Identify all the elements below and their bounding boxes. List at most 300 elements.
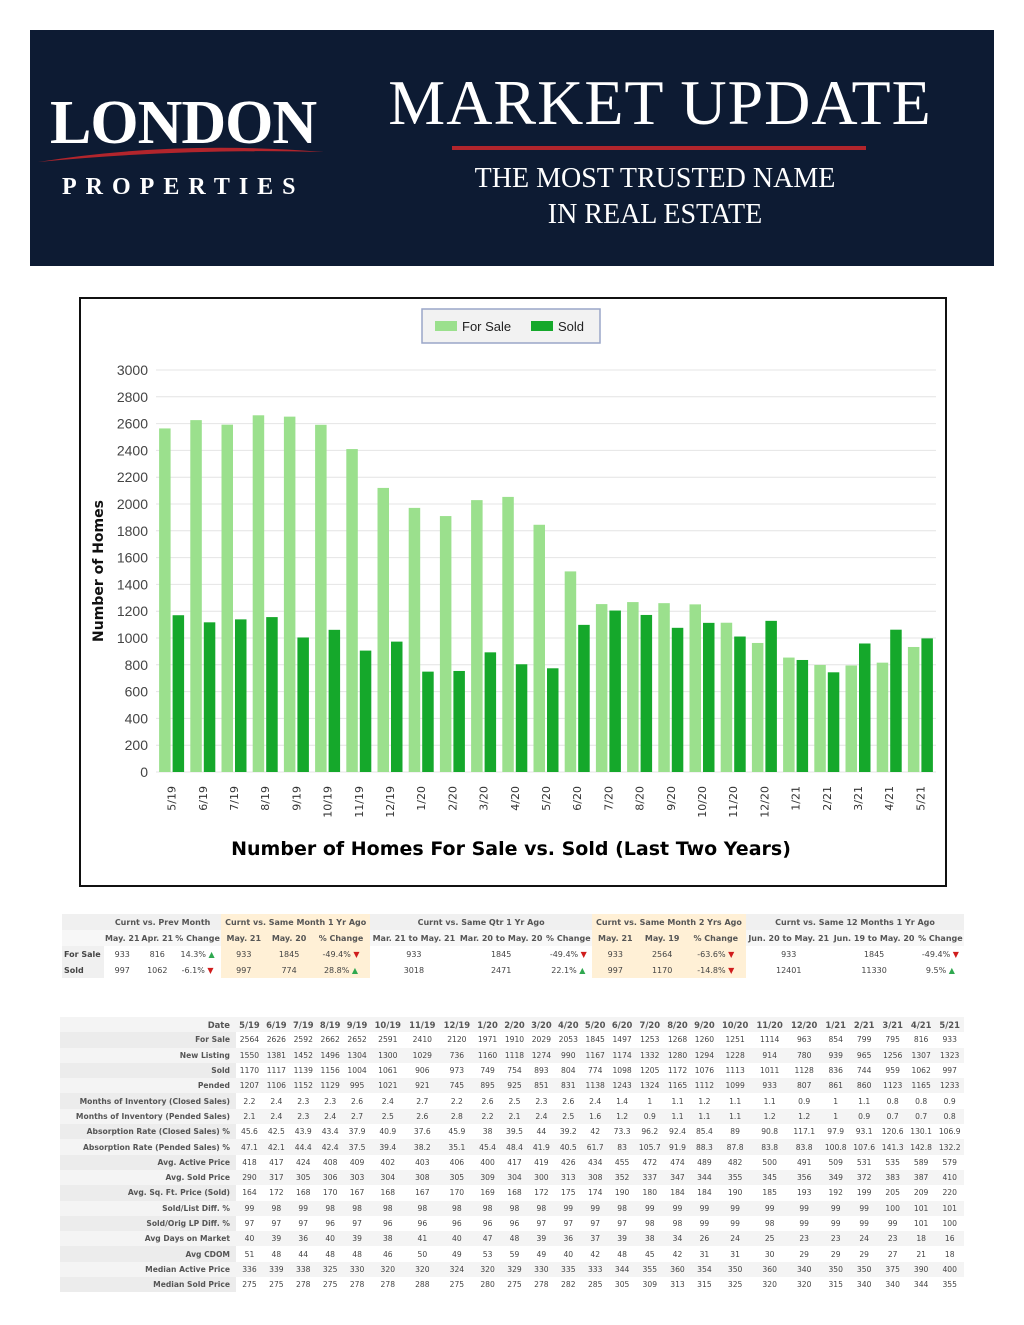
value-cell: 37.5 <box>344 1139 371 1154</box>
value-cell: 2.4 <box>589 1096 602 1106</box>
value-cell: 2.4 <box>317 1109 344 1124</box>
value-cell: 41 <box>405 1231 440 1246</box>
value-cell: 1274 <box>528 1048 555 1063</box>
value-cell: 40 <box>440 1231 475 1246</box>
value-cell: 99 <box>850 1201 878 1216</box>
table-row <box>60 1032 964 1047</box>
value-cell: 1.6 <box>582 1109 609 1124</box>
value-cell: 1123 <box>878 1078 906 1093</box>
value-cell: 99 <box>290 1201 317 1216</box>
value-cell: 100 <box>878 1201 906 1216</box>
value-cell: 2.3 <box>324 1096 337 1106</box>
percent-change-cell <box>174 946 221 962</box>
bar-for-sale <box>502 497 514 772</box>
bar-sold <box>391 642 403 772</box>
value-cell: 925 <box>501 1078 528 1093</box>
value-cell: 29 <box>799 1249 810 1259</box>
value-cell: 24 <box>718 1231 753 1246</box>
value-cell: 313 <box>555 1170 582 1185</box>
value-cell: 42.4 <box>317 1139 344 1154</box>
value-cell: 474 <box>670 1157 685 1167</box>
x-tick-label: 11/20 <box>727 786 741 818</box>
row-label: Months of Inventory (Closed Sales) <box>60 1093 236 1108</box>
value-cell: 2.4 <box>270 1096 283 1106</box>
row-label: For Sale <box>60 1032 236 1047</box>
value-cell: 1251 <box>725 1035 745 1045</box>
value-cell: 199 <box>856 1188 872 1198</box>
value-cell: 278 <box>349 1280 365 1290</box>
table-row <box>60 1048 964 1063</box>
percent-change-value: -49.4% <box>549 949 581 959</box>
x-tick-label: 7/19 <box>228 786 241 811</box>
value-cell: 2652 <box>347 1035 367 1045</box>
table-row <box>60 1231 964 1246</box>
value-cell: 53 <box>482 1249 493 1259</box>
column-header: May. 21 <box>221 930 266 946</box>
value-cell: 1845 <box>266 946 311 962</box>
value-cell: 1971 <box>477 1035 498 1045</box>
value-cell: 96 <box>452 1219 462 1228</box>
value-cell: 320 <box>371 1262 406 1277</box>
date-header-label: Date <box>60 1017 236 1032</box>
value-cell: 320 <box>796 1280 812 1290</box>
row-label: Avg. Sold Price <box>60 1170 236 1185</box>
value-cell: 1152 <box>290 1078 317 1093</box>
bar-sold <box>765 621 777 772</box>
y-tick-label: 2800 <box>116 388 148 405</box>
value-cell: 99 <box>752 1201 787 1216</box>
column-header: May. 21 <box>592 930 639 946</box>
y-tick-label: 1200 <box>116 603 148 620</box>
bar-sold <box>797 660 809 772</box>
value-cell: 98 <box>474 1201 501 1216</box>
value-cell: 99 <box>787 1201 822 1216</box>
legend-swatch-sold <box>531 321 553 331</box>
value-cell: 320 <box>405 1262 440 1277</box>
value-cell: 44 <box>298 1249 309 1259</box>
percent-change-value: -49.4% <box>322 949 354 959</box>
value-cell: 309 <box>474 1170 501 1185</box>
percent-change-value: -6.1% <box>181 965 208 975</box>
value-cell: 1205 <box>640 1066 660 1076</box>
value-cell: 1029 <box>405 1048 440 1063</box>
value-cell: 48 <box>352 1249 362 1259</box>
value-cell: 101 <box>935 1201 964 1216</box>
value-cell: 44.4 <box>290 1139 317 1154</box>
value-cell: 44 <box>536 1127 547 1137</box>
value-cell: 2.6 <box>351 1096 364 1106</box>
value-cell: 1845 <box>863 949 885 959</box>
value-cell: 349 <box>821 1170 849 1185</box>
bar-for-sale <box>783 658 795 772</box>
value-cell: 48 <box>271 1249 282 1259</box>
value-cell: 1172 <box>667 1066 688 1076</box>
value-cell: 1 <box>821 1109 849 1124</box>
value-cell: 99 <box>859 1219 870 1228</box>
value-cell: 2.6 <box>562 1096 575 1106</box>
value-cell: 101 <box>913 1219 929 1228</box>
table-row <box>60 1262 964 1277</box>
value-cell: 360 <box>752 1262 787 1277</box>
value-cell: 46 <box>382 1249 393 1259</box>
bar-for-sale <box>190 420 202 772</box>
value-cell: 48.4 <box>501 1139 528 1154</box>
value-cell: 21 <box>916 1249 926 1259</box>
group-header: Curnt vs. Same Month 2 Yrs Ago <box>592 914 746 930</box>
row-label: Sold/Orig LP Diff. % <box>60 1216 236 1231</box>
value-cell: 0.9 <box>798 1096 811 1106</box>
value-cell: 965 <box>850 1048 878 1063</box>
value-cell: 220 <box>942 1188 957 1198</box>
value-cell: 100.8 <box>821 1139 849 1154</box>
y-tick-label: 800 <box>124 656 148 673</box>
value-cell: 42.1 <box>263 1139 290 1154</box>
table-row <box>60 1155 964 1170</box>
value-cell: 83 <box>609 1139 636 1154</box>
value-cell: 96 <box>417 1219 428 1228</box>
x-tick-label: 12/20 <box>758 786 772 818</box>
value-cell: 340 <box>885 1280 900 1290</box>
x-tick-label: 5/21 <box>914 786 928 811</box>
value-cell: 39 <box>528 1231 555 1246</box>
percent-change-value: 9.5% <box>925 965 949 975</box>
value-cell: 48 <box>617 1249 627 1259</box>
value-cell: 39 <box>263 1231 290 1246</box>
y-tick-label: 2600 <box>116 415 148 432</box>
value-cell: 49 <box>452 1249 462 1259</box>
value-cell: 185 <box>762 1188 777 1198</box>
value-cell: 99 <box>691 1201 718 1216</box>
bar-sold <box>547 668 559 772</box>
value-cell: 61.7 <box>582 1139 609 1154</box>
value-cell: 29 <box>859 1249 870 1259</box>
y-tick-label: 0 <box>140 764 148 780</box>
percent-change-cell <box>917 962 964 978</box>
value-cell: 43.4 <box>321 1127 339 1137</box>
bar-sold <box>173 615 185 772</box>
value-cell: 106.9 <box>938 1127 961 1137</box>
value-cell: 990 <box>555 1048 582 1063</box>
group-header: Curnt vs. Same Qtr 1 Yr Ago <box>370 914 592 930</box>
value-cell: 51 <box>244 1249 255 1259</box>
value-cell: 168 <box>380 1188 396 1198</box>
value-cell: 1496 <box>317 1048 344 1063</box>
value-cell: 99 <box>555 1201 582 1216</box>
date-column-header: 7/19 <box>290 1017 317 1032</box>
date-column-header: 8/19 <box>317 1017 344 1032</box>
value-cell: 99 <box>830 1219 841 1228</box>
x-tick-label: 10/19 <box>321 786 335 818</box>
value-cell: 98 <box>344 1201 371 1216</box>
value-cell: 330 <box>528 1262 555 1277</box>
y-tick-label: 200 <box>124 737 148 754</box>
value-cell: 324 <box>440 1262 475 1277</box>
percent-change-cell <box>686 946 746 962</box>
value-cell: 98 <box>440 1201 475 1216</box>
value-cell: 1307 <box>907 1048 935 1063</box>
value-cell: 100 <box>942 1219 957 1228</box>
value-cell: 745 <box>440 1078 475 1093</box>
value-cell: 36 <box>290 1231 317 1246</box>
value-cell: 2471 <box>490 965 512 975</box>
value-cell: 308 <box>405 1170 440 1185</box>
bar-for-sale <box>658 603 670 772</box>
value-cell: 1098 <box>612 1066 632 1076</box>
value-cell: 400 <box>935 1262 964 1277</box>
corner-cell <box>62 914 104 930</box>
value-cell: 408 <box>322 1157 338 1167</box>
value-cell: 141.3 <box>878 1139 906 1154</box>
value-cell: 278 <box>534 1280 549 1290</box>
value-cell: 921 <box>405 1078 440 1093</box>
value-cell: 37.6 <box>413 1127 431 1137</box>
x-tick-label: 6/20 <box>571 786 585 811</box>
table-row <box>60 1246 964 1261</box>
title-divider <box>452 146 866 150</box>
value-cell: 180 <box>642 1188 658 1198</box>
value-cell: 98 <box>501 1201 528 1216</box>
value-cell: 347 <box>664 1170 691 1185</box>
value-cell: 350 <box>821 1262 849 1277</box>
value-cell: 25 <box>752 1231 787 1246</box>
value-cell: 38.2 <box>405 1139 440 1154</box>
value-cell: 90.8 <box>761 1127 779 1137</box>
value-cell: 278 <box>380 1280 396 1290</box>
bar-sold <box>329 630 341 772</box>
value-cell: 39 <box>344 1231 371 1246</box>
date-column-header: 3/20 <box>528 1017 555 1032</box>
value-cell: 1076 <box>694 1066 715 1076</box>
value-cell: 1.4 <box>616 1096 629 1106</box>
value-cell: 193 <box>796 1188 812 1198</box>
value-cell: 97 <box>536 1219 547 1228</box>
value-cell: 2.5 <box>371 1109 406 1124</box>
value-cell: 350 <box>850 1262 878 1277</box>
x-tick-label: 8/19 <box>259 786 273 811</box>
column-header: % Change <box>312 930 371 946</box>
value-cell: 99 <box>799 1219 810 1228</box>
value-cell: 164 <box>242 1188 257 1198</box>
bar-for-sale <box>814 665 826 772</box>
value-cell: 1.1 <box>691 1109 718 1124</box>
value-cell: 97.9 <box>827 1127 845 1137</box>
value-cell: 120.6 <box>881 1127 904 1137</box>
value-cell: 2.6 <box>405 1109 440 1124</box>
value-cell: 831 <box>555 1078 582 1093</box>
value-cell: 914 <box>752 1048 787 1063</box>
down-arrow-icon: ▼ <box>353 949 360 959</box>
value-cell: 335 <box>555 1262 582 1277</box>
x-tick-label: 12/19 <box>384 786 397 818</box>
date-column-header: 2/21 <box>850 1017 878 1032</box>
value-cell: 851 <box>528 1078 555 1093</box>
table-row <box>60 1216 964 1231</box>
value-cell: 579 <box>942 1157 957 1167</box>
bar-sold <box>734 637 746 772</box>
value-cell: 18 <box>944 1249 955 1259</box>
value-cell: 340 <box>856 1280 872 1290</box>
value-cell: 1113 <box>725 1066 745 1076</box>
value-cell: 1128 <box>794 1066 814 1076</box>
date-column-header: 9/20 <box>691 1017 718 1032</box>
corner-cell <box>62 930 104 946</box>
value-cell: 101 <box>907 1201 935 1216</box>
value-cell: 403 <box>415 1157 430 1167</box>
value-cell: 117.1 <box>793 1127 816 1137</box>
table-row <box>60 1124 964 1139</box>
value-cell: 1228 <box>718 1048 753 1063</box>
value-cell: 744 <box>856 1066 872 1076</box>
value-cell: 305 <box>290 1170 317 1185</box>
value-cell: 24 <box>850 1231 878 1246</box>
value-cell: 1268 <box>667 1035 688 1045</box>
value-cell: 1207 <box>236 1078 263 1093</box>
value-cell: 337 <box>636 1170 664 1185</box>
date-column-header: 9/19 <box>344 1017 371 1032</box>
value-cell: 99 <box>730 1219 740 1228</box>
value-cell: 97 <box>244 1219 255 1228</box>
row-label: Sold <box>60 1063 236 1078</box>
value-cell: 288 <box>415 1280 430 1290</box>
value-cell: 333 <box>582 1262 609 1277</box>
value-cell: 795 <box>885 1035 900 1045</box>
value-cell: 31 <box>730 1249 740 1259</box>
date-column-header: 11/20 <box>752 1017 787 1032</box>
value-cell: 280 <box>480 1280 495 1290</box>
value-cell: 30 <box>764 1249 775 1259</box>
value-cell: 1011 <box>759 1066 780 1076</box>
percent-change-value: -63.6% <box>697 949 729 959</box>
value-cell: 997 <box>592 962 639 978</box>
table-row <box>60 1078 964 1093</box>
date-column-header: 6/19 <box>263 1017 290 1032</box>
value-cell: 1.1 <box>671 1096 684 1106</box>
bar-sold <box>609 611 621 772</box>
value-cell: 906 <box>415 1066 430 1076</box>
value-cell: 99 <box>821 1201 849 1216</box>
value-cell: 2.6 <box>481 1096 494 1106</box>
value-cell: 2.4 <box>381 1096 394 1106</box>
y-tick-label: 2200 <box>116 469 148 486</box>
value-cell: 509 <box>828 1157 843 1167</box>
x-tick-label: 2/20 <box>446 786 460 811</box>
row-label: Absorption Rate (Pended Sales) % <box>60 1139 236 1154</box>
value-cell: 47.1 <box>236 1139 263 1154</box>
legend-swatch-for-sale <box>435 321 457 331</box>
value-cell: 2.3 <box>535 1096 548 1106</box>
value-cell: 97 <box>352 1219 362 1228</box>
value-cell: 402 <box>380 1157 396 1167</box>
x-tick-label: 1/20 <box>415 786 429 811</box>
group-header: Curnt vs. Same 12 Months 1 Yr Ago <box>746 914 964 930</box>
value-cell: 933 <box>752 1078 787 1093</box>
value-cell: 1260 <box>694 1035 715 1045</box>
value-cell: 2564 <box>239 1035 260 1045</box>
y-tick-label: 3000 <box>116 362 148 378</box>
date-column-header: 10/20 <box>718 1017 753 1032</box>
value-cell: 99 <box>699 1219 710 1228</box>
value-cell: 1099 <box>718 1078 753 1093</box>
x-tick-label: 4/20 <box>508 786 522 811</box>
value-cell: 997 <box>221 962 266 978</box>
value-cell: 45.6 <box>240 1127 258 1137</box>
y-axis-label: Number of Homes <box>91 500 107 642</box>
value-cell: 2.8 <box>440 1109 475 1124</box>
value-cell: 383 <box>878 1170 906 1185</box>
value-cell: 190 <box>727 1188 743 1198</box>
value-cell: 780 <box>787 1048 822 1063</box>
value-cell: 1243 <box>609 1078 636 1093</box>
value-cell: 325 <box>727 1280 743 1290</box>
bar-for-sale <box>565 571 577 772</box>
value-cell: 40 <box>563 1249 574 1259</box>
value-cell: 99 <box>582 1201 609 1216</box>
value-cell: 309 <box>642 1280 658 1290</box>
value-cell: 167 <box>349 1188 365 1198</box>
row-label: New Listing <box>60 1048 236 1063</box>
value-cell: 92.4 <box>669 1127 686 1137</box>
value-cell: 417 <box>507 1157 522 1167</box>
column-header: May. 21 <box>104 930 141 946</box>
value-cell: 38 <box>482 1127 493 1137</box>
row-label: Avg. Active Price <box>60 1155 236 1170</box>
value-cell: 352 <box>609 1170 636 1185</box>
bar-sold <box>204 622 216 772</box>
value-cell: 16 <box>935 1231 964 1246</box>
bar-for-sale <box>440 516 452 772</box>
value-cell: 98 <box>764 1219 775 1228</box>
value-cell: 43.9 <box>294 1127 312 1137</box>
tagline-line-2: IN REAL ESTATE <box>547 199 763 230</box>
value-cell: 39.2 <box>559 1127 577 1137</box>
value-cell: 410 <box>935 1170 964 1185</box>
bar-sold <box>703 623 715 772</box>
value-cell: 933 <box>781 949 797 959</box>
value-cell: 418 <box>242 1157 257 1167</box>
row-label: Sold <box>62 962 104 978</box>
value-cell: 836 <box>828 1066 843 1076</box>
value-cell: 1112 <box>691 1078 718 1093</box>
value-cell: 172 <box>534 1188 549 1198</box>
value-cell: 278 <box>296 1280 311 1290</box>
value-cell: 2.3 <box>290 1109 317 1124</box>
column-header: Jun. 19 to May. 20 <box>831 930 916 946</box>
group-header: Curnt vs. Same Month 1 Yr Ago <box>221 914 370 930</box>
value-cell: 417 <box>269 1157 284 1167</box>
value-cell: 360 <box>664 1262 691 1277</box>
date-column-header: 4/20 <box>555 1017 582 1032</box>
value-cell: 390 <box>907 1262 935 1277</box>
value-cell: 1233 <box>935 1078 964 1093</box>
value-cell: 2591 <box>378 1035 398 1045</box>
up-arrow-icon: ▲ <box>948 965 955 975</box>
column-header: Apr. 21 <box>141 930 174 946</box>
value-cell: 1.1 <box>858 1096 871 1106</box>
value-cell: 0.9 <box>943 1096 956 1106</box>
bar-for-sale <box>752 643 764 772</box>
value-cell: 1332 <box>636 1048 664 1063</box>
value-cell: 2.5 <box>555 1109 582 1124</box>
value-cell: 854 <box>828 1035 843 1045</box>
value-cell: 97 <box>298 1219 309 1228</box>
date-column-header: 5/21 <box>935 1017 964 1032</box>
percent-change-value: 28.8% <box>323 965 352 975</box>
bar-for-sale <box>346 449 358 772</box>
value-cell: 426 <box>561 1157 576 1167</box>
x-tick-label: 11/19 <box>352 786 366 818</box>
percent-change-value: 22.1% <box>551 965 580 975</box>
x-tick-label: 4/21 <box>883 786 897 811</box>
